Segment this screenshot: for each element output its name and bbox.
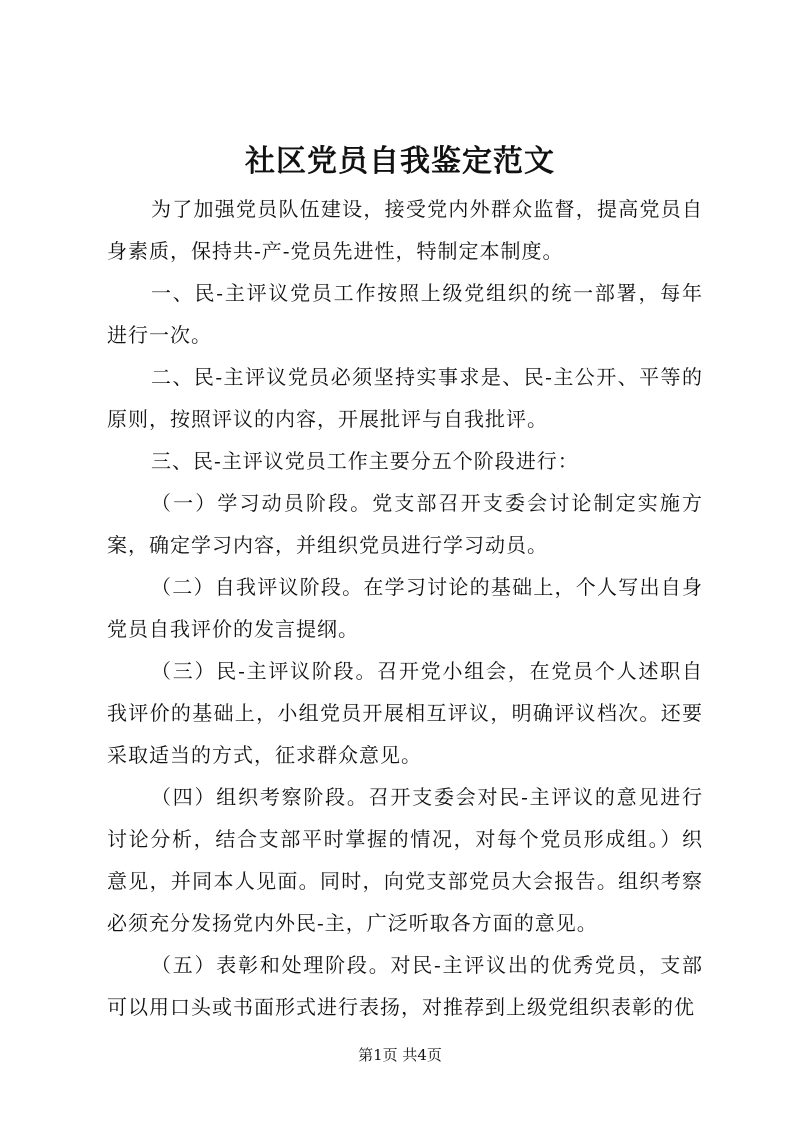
paragraph-stage-3: （三）民-主评议阶段。召开党小组会，在党员个人述职自我评价的基础上，小组党员开展相互评议，明确评议档次。还要采取适当的方式，征求群众意见。 [107, 659, 703, 767]
paragraph-stage-2: （二）自我评议阶段。在学习讨论的基础上，个人写出自身党员自我评价的发言提纲。 [107, 575, 703, 641]
document-title: 社区党员自我鉴定范文 [245, 144, 555, 179]
paragraph-intro: 为了加强党员队伍建设，接受党内外群众监督，提高党员自身素质，保持共-产-党员先进性，特制定本制度。 [107, 197, 703, 263]
page-footer: 第1页 共4页 [358, 1046, 442, 1064]
paragraph-stage-1: （一）学习动员阶段。党支部召开支委会讨论制定实施方案，确定学习内容，并组织党员进行学习动员。 [107, 491, 703, 557]
paragraph-2: 二、民-主评议党员必须坚持实事求是、民-主公开、平等的原则，按照评议的内容，开展批评与自我批评。 [107, 365, 703, 431]
paragraph-1: 一、民-主评议党员工作按照上级党组织的统一部署，每年进行一次。 [107, 281, 703, 347]
paragraph-stage-4: （四）组织考察阶段。召开支委会对民-主评议的意见进行讨论分析，结合支部平时掌握的情况，对每个党员形成组。）织意见，并同本人见面。同时，向党支部党员大会报告。组织考察必须充分发扬党内外民-主，广泛听取各方面的意见。 [107, 785, 703, 935]
paragraph-3: 三、民-主评议党员工作主要分五个阶段进行： [151, 449, 579, 473]
document-body [107, 188, 703, 1028]
paragraph-stage-5: （五）表彰和处理阶段。对民-主评议出的优秀党员，支部可以用口头或书面形式进行表扬，对推荐到上级党组织表彰的优 [107, 953, 703, 1019]
